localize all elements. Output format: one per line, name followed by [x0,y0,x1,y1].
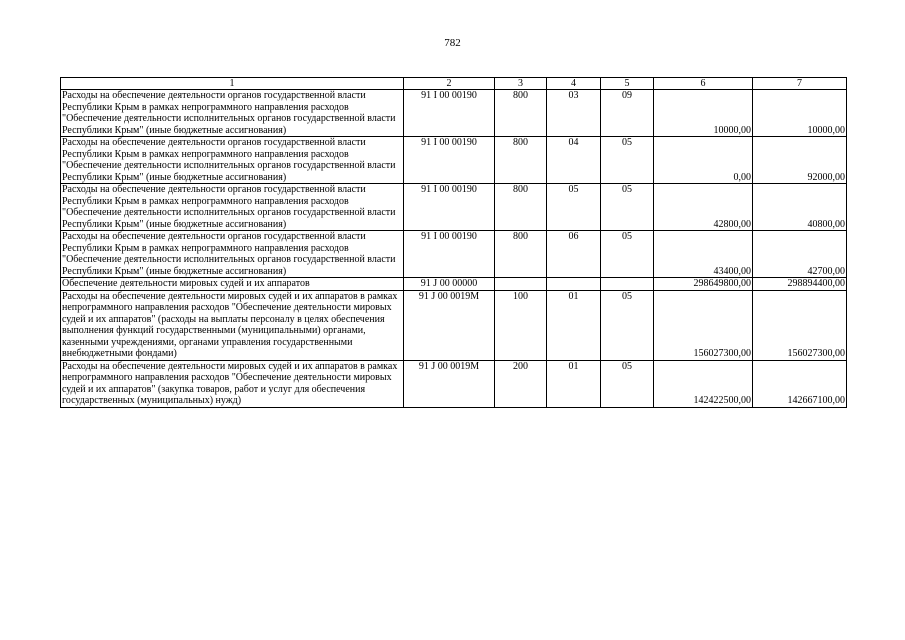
table-header-row [61,78,847,90]
row-subsection: 05 [601,290,654,360]
row-expense-type: 200 [495,360,547,407]
row-amount-col6: 42800,00 [654,184,753,231]
row-expense-type [495,278,547,291]
row-subsection: 09 [601,90,654,137]
row-expense-type: 800 [495,137,547,184]
row-section: 05 [547,184,601,231]
column-header-1: 1 [61,78,404,90]
budget-table [60,77,847,408]
row-section: 03 [547,90,601,137]
row-amount-col7: 40800,00 [753,184,847,231]
row-target-code: 91 I 00 00190 [404,184,495,231]
row-description: Расходы на обеспечение деятельности мировых судей и их аппаратов в рамках непрограммного направления расходов "Обеспечение деятельности мировых судей и их аппаратов" (закупка товаров, работ и услуг для обеспечения государственных (муниципальных) нужд) [61,360,404,407]
row-description: Расходы на обеспечение деятельности органов государственной власти Республики Крым в рамках непрограммного направления расходов "Обеспечение деятельности исполнительных органов государственной власти Республики Крым" (иные бюджетные ассигнования) [61,137,404,184]
row-section [547,278,601,291]
table-row [61,90,847,137]
row-description: Обеспечение деятельности мировых судей и их аппаратов [61,278,404,291]
row-amount-col6: 156027300,00 [654,290,753,360]
row-target-code: 91 I 00 00190 [404,137,495,184]
row-subsection: 05 [601,360,654,407]
row-expense-type: 100 [495,290,547,360]
table-row [61,137,847,184]
column-header-7: 7 [753,78,847,90]
table-row [61,360,847,407]
row-amount-col6: 0,00 [654,137,753,184]
row-subsection: 05 [601,231,654,278]
row-description: Расходы на обеспечение деятельности органов государственной власти Республики Крым в рамках непрограммного направления расходов "Обеспечение деятельности исполнительных органов государственной власти Республики Крым" (иные бюджетные ассигнования) [61,184,404,231]
row-section: 06 [547,231,601,278]
row-target-code: 91 J 00 0019M [404,360,495,407]
row-amount-col6: 10000,00 [654,90,753,137]
column-header-2: 2 [404,78,495,90]
row-subsection: 05 [601,184,654,231]
row-target-code: 91 I 00 00190 [404,90,495,137]
row-target-code: 91 J 00 0019M [404,290,495,360]
row-amount-col7: 92000,00 [753,137,847,184]
row-section: 01 [547,360,601,407]
row-amount-col7: 142667100,00 [753,360,847,407]
row-amount-col6: 298649800,00 [654,278,753,291]
row-target-code: 91 J 00 00000 [404,278,495,291]
table-row [61,290,847,360]
row-expense-type: 800 [495,231,547,278]
row-section: 04 [547,137,601,184]
table-row [61,184,847,231]
row-expense-type: 800 [495,90,547,137]
row-amount-col7: 156027300,00 [753,290,847,360]
row-description: Расходы на обеспечение деятельности мировых судей и их аппаратов в рамках непрограммного направления расходов "Обеспечение деятельности мировых судей и их аппаратов" (расходы на выплаты персоналу в целях обеспечения выполнения функций государственными (муниципальными) органами, казенными учреждениями, органами управления государственными внебюджетными фондами) [61,290,404,360]
row-section: 01 [547,290,601,360]
column-header-5: 5 [601,78,654,90]
page-number: 782 [444,37,461,49]
row-expense-type: 800 [495,184,547,231]
column-header-6: 6 [654,78,753,90]
row-subsection [601,278,654,291]
row-target-code: 91 I 00 00190 [404,231,495,278]
row-amount-col7: 10000,00 [753,90,847,137]
row-description: Расходы на обеспечение деятельности органов государственной власти Республики Крым в рамках непрограммного направления расходов "Обеспечение деятельности исполнительных органов государственной власти Республики Крым" (иные бюджетные ассигнования) [61,90,404,137]
row-subsection: 05 [601,137,654,184]
table-row [61,278,847,291]
row-amount-col6: 142422500,00 [654,360,753,407]
table-row [61,231,847,278]
column-header-3: 3 [495,78,547,90]
column-header-4: 4 [547,78,601,90]
row-description: Расходы на обеспечение деятельности органов государственной власти Республики Крым в рамках непрограммного направления расходов "Обеспечение деятельности исполнительных органов государственной власти Республики Крым" (иные бюджетные ассигнования) [61,231,404,278]
row-amount-col7: 42700,00 [753,231,847,278]
row-amount-col6: 43400,00 [654,231,753,278]
row-amount-col7: 298894400,00 [753,278,847,291]
